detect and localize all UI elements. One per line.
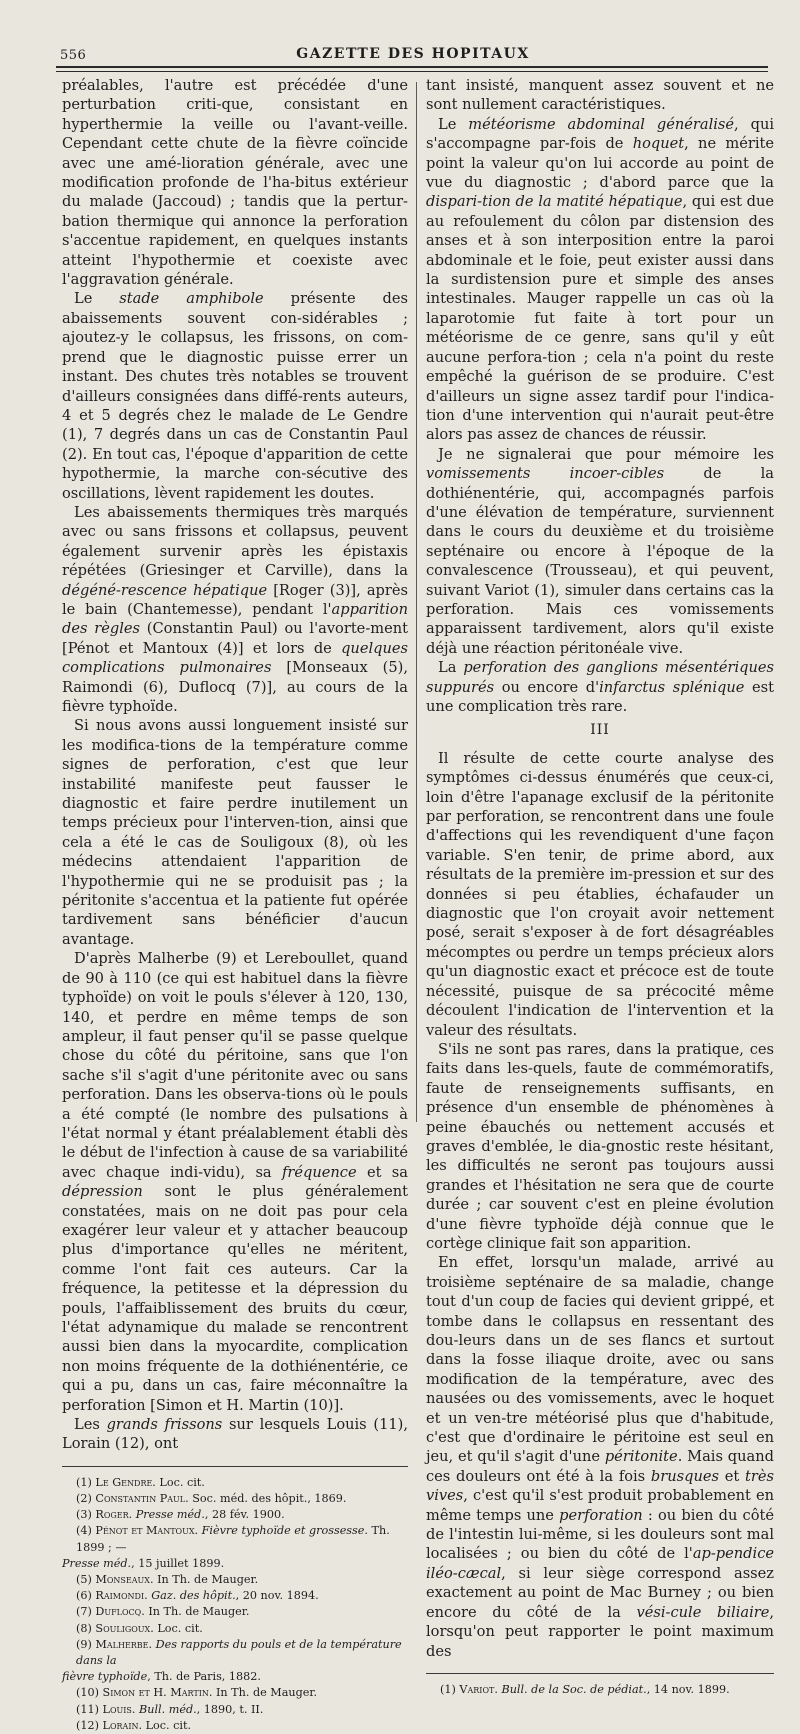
footnote: (9) Malherbe. Des rapports du pouls et de la température dans la [76, 1637, 402, 1668]
paragraph: En effet, lorsqu'un malade, arrivé au troisième septénaire de sa maladie, change tout d'un coup de facies qui devient grippé, et tombe dans le collapsus en ressentant des dou-leurs dans un de ses flancs et surtout dans la fosse iliaque droite, avec ou sans modification de la température, avec des nausées ou des vomissements, avec le hoquet et un ven-tre météorisé plus que d'habitude, c'est que d'ordinaire le péritoine est seul en jeu, et qu'il s'agit d'une péritonite. Mais quand ces douleurs ont été à la fois brusques et très vives, c'est qu'il s'est produit probablement en même temps une perforation : ou bien du côté de l'intestin lui-même, si les douleurs sont mal localisées ; ou bien du côté de l'ap-pendice iléo-cæcal, si leur siège correspond assez exactement au point de Mac Burney ; ou bien encore du côté de la vési-cule biliaire, lorsqu'on peut rapporter le point maximum des [426, 1254, 774, 1660]
footnote-continuation: fièvre typhoïde, Th. de Paris, 1882. [62, 1670, 261, 1684]
footnote: (10) Simon et H. Martin. In Th. de Mauger. [76, 1686, 318, 1700]
footnote: (1) Le Gendre. Loc. cit. [76, 1475, 205, 1489]
footnote: (12) Lorain. Loc. cit. [76, 1718, 192, 1732]
paragraph: tant insisté, manquent assez souvent et ne sont nullement caractéristiques. [426, 77, 774, 114]
footnote: (6) Raimondi. Gaz. des hôpit., 20 nov. 1894. [76, 1589, 319, 1603]
footnote: (1) Variot. Bull. de la Soc. de pédiat., 14 nov. 1899. [440, 1682, 730, 1696]
footnote: (11) Louis. Bull. méd., 1890, t. II. [76, 1702, 264, 1716]
paragraph: D'après Malherbe (9) et Lereboullet, quand de 90 à 110 (ce qui est habituel dans la fièvre typhoïde) on voit le pouls s'élever à 120, 130, 140, et perdre en même temps de son ampleur, il faut penser qu'il se passe quelque chose du côté du péritoine, sans que l'on sache s'il s'agit d'une péritonite avec ou sans perforation. Dans les observa-tions où le pouls a été compté (le nombre des pulsations à l'état normal y étant préalablement établi dès le début de l'infection à cause de sa variabilité avec chaque indi-vidu), sa fréquence et sa dépression sont le plus généralement constatées, mais on ne doit pas pour cela exagérer leur valeur et y attacher beaucoup plus d'importance qu'elles ne méritent, comme l'ont fait ces auteurs. Car la fréquence, la petitesse et la dépression du pouls, l'affaiblissement des bruits du cœur, l'état adynamique du malade se rencontrent aussi bien dans la myocardite, complication non moins fréquente de la dothiénentérie, ce qui a pu, dans un cas, faire méconnaître la perforation [Simon et H. Martin (10)]. [62, 950, 408, 1414]
column-divider [416, 82, 417, 1122]
paragraph: Les abaissements thermiques très marqués avec ou sans frissons et collapsus, peuvent également survenir après les épistaxis répétées (Griesinger et Carville), dans la dégéné-rescence hépatique [Roger (3)], après le bain (Chantemesse), pendant l'apparition des règles (Constantin Paul) ou l'avorte-ment [Pénot et Mantoux (4)] et lors de quelques complications pulmonaires [Monseaux (5), Raimondi (6), Duflocq (7)], au cours de la fièvre typhoïde. [62, 503, 409, 715]
paragraph: Je ne signalerai que pour mémoire les vomissements incoer-cibles de la dothiénentérie, qui, accompagnés parfois d'une élévation de température, surviennent dans le cours du deuxième et du troisième septénaire ou encore à l'époque de la convalescence (Trousseau), et qui peuvent, suivant Variot (1), simuler dans certains cas la perforation. Mais ces vomissements apparaissent tardivement, alors qu'il existe déjà une réaction péritonéale vive. [426, 445, 774, 657]
paragraph: Le météorisme abdominal généralisé, qui s'accompagne par-fois de hoquet, ne mérite point la valeur qu'on lui accorde au point de vue du diagnostic ; d'abord parce que la dispari-tion de la matité hépatique, qui est due au refoulement du côlon par distension des anses et à son interposition entre la paroi abdominale et le foie, peut exister aussi dans la surdistension pure et simple des anses intestinales. Mauger rappelle un cas où la laparotomie fut faite à tort pour un météorisme de ce genre, sans qu'il y eût aucune perfora-tion ; cela n'a point du reste empêché la guérison de se produire. C'est d'ailleurs un signe assez tardif pour l'indica-tion d'une intervention qui n'aurait peut-être alors pas assez de chances de réussir. [426, 115, 775, 444]
header-rule-thin [56, 71, 768, 72]
left-column [62, 76, 408, 1734]
paragraph: préalables, l'autre est précédée d'une perturbation criti-que, consistant en hyperthermie la veille ou l'avant-veille. Cependant cette chute de la fièvre coïncide avec une amé-lioration générale, avec une modification profonde de l'ha-bitus extérieur du malade (Jaccoud) ; tandis que la pertur-bation thermique qui annonce la perforation s'accentue rapidement, en quelques instants atteint l'hypothermie et coexiste avec l'aggravation générale. [62, 77, 408, 289]
paragraph: Les grands frissons sur lesquels Louis (11), Lorain (12), ont [62, 1416, 408, 1453]
header-rule-thick [56, 66, 768, 68]
footnote: (5) Monseaux. In Th. de Mauger. [76, 1573, 259, 1587]
footnote-rule [62, 1466, 408, 1467]
footnote: (2) Constantin Paul. Soc. méd. des hôpit., 1869. [76, 1492, 347, 1506]
right-column [426, 76, 774, 1698]
paragraph: Si nous avons aussi longuement insisté sur les modifica-tions de la température comme signes de perforation, c'est que leur instabilité manifeste peut fausser le diagnostic et faire perdre inutilement un temps précieux pour l'interven-tion, ainsi que cela a été le cas de Souligoux (8), où les médecins attendaient l'apparition de l'hypothermie qui ne se produisit pas ; la péritonite s'accentua et la patiente fut opérée tardivement sans bénéficier d'aucun avantage. [62, 717, 408, 948]
page-number: 556 [60, 48, 87, 63]
journal-title: GAZETTE DES HOPITAUX [296, 46, 530, 62]
paragraph: Il résulte de cette courte analyse des symptômes ci-dessus énumérés que ceux-ci, loin d'être l'apanage exclusif de la péritonite par perforation, se rencontrent dans une foule d'affections qui les revendiquent d'une façon variable. S'en tenir, de prime abord, aux résultats de la première im-pression et sur des données si peu établies, échafauder un diagnostic que l'on croyait avoir nettement posé, serait s'exposer à de fort désagréables mécomptes ou perdre un temps précieux alors qu'un diagnostic exact et précoce est de toute nécessité, puisque de sa précocité même découlent l'indication de l'intervention et la valeur des résultats. [426, 749, 774, 1039]
footnote: (7) Duflocq. In Th. de Mauger. [76, 1605, 250, 1619]
page-header [60, 42, 766, 68]
footnote-continuation: Presse méd., 15 juillet 1899. [62, 1556, 225, 1570]
footnote: (8) Souligoux. Loc. cit. [76, 1621, 203, 1635]
right-footnotes [426, 1682, 774, 1698]
section-heading: III [590, 722, 610, 739]
left-footnotes [62, 1475, 408, 1734]
footnote: (4) Pénot et Mantoux. Fièvre typhoïde et grossesse. Th. 1899 ; — [76, 1524, 390, 1554]
paragraph: S'ils ne sont pas rares, dans la pratique, ces faits dans les-quels, faute de commémoratifs, faute de renseignements suffisants, en présence d'un ensemble de phénomènes à peine ébauchés ou nettement accusés et graves d'emblée, le dia-gnostic reste hésitant, les difficultés ne seront pas toujours aussi grandes et l'hésitation ne sera que de courte durée ; car souvent c'est en pleine évolution d'une fièvre typhoïde déjà connue que le cortège clinique fait son apparition. [426, 1040, 774, 1252]
footnote-rule [426, 1673, 774, 1674]
footnote: (3) Roger. Presse méd., 28 fév. 1900. [76, 1508, 285, 1522]
paragraph: La perforation des ganglions mésentériques suppurés ou encore d'infarctus splénique est une complication très rare. [426, 659, 774, 715]
paragraph: Le stade amphibole présente des abaissements souvent con-sidérables ; ajoutez-y le collapsus, les frissons, on com-prend que le diagnostic puisse errer un instant. Des chutes très notables se trouvent d'ailleurs consignées dans diffé-rents auteurs, 4 et 5 degrés chez le malade de Le Gendre (1), 7 degrés dans un cas de Constantin Paul (2). En tout cas, l'époque d'apparition de cette hypothermie, la marche con-sécutive des oscillations, lèvent rapidement les doutes. [62, 290, 408, 502]
